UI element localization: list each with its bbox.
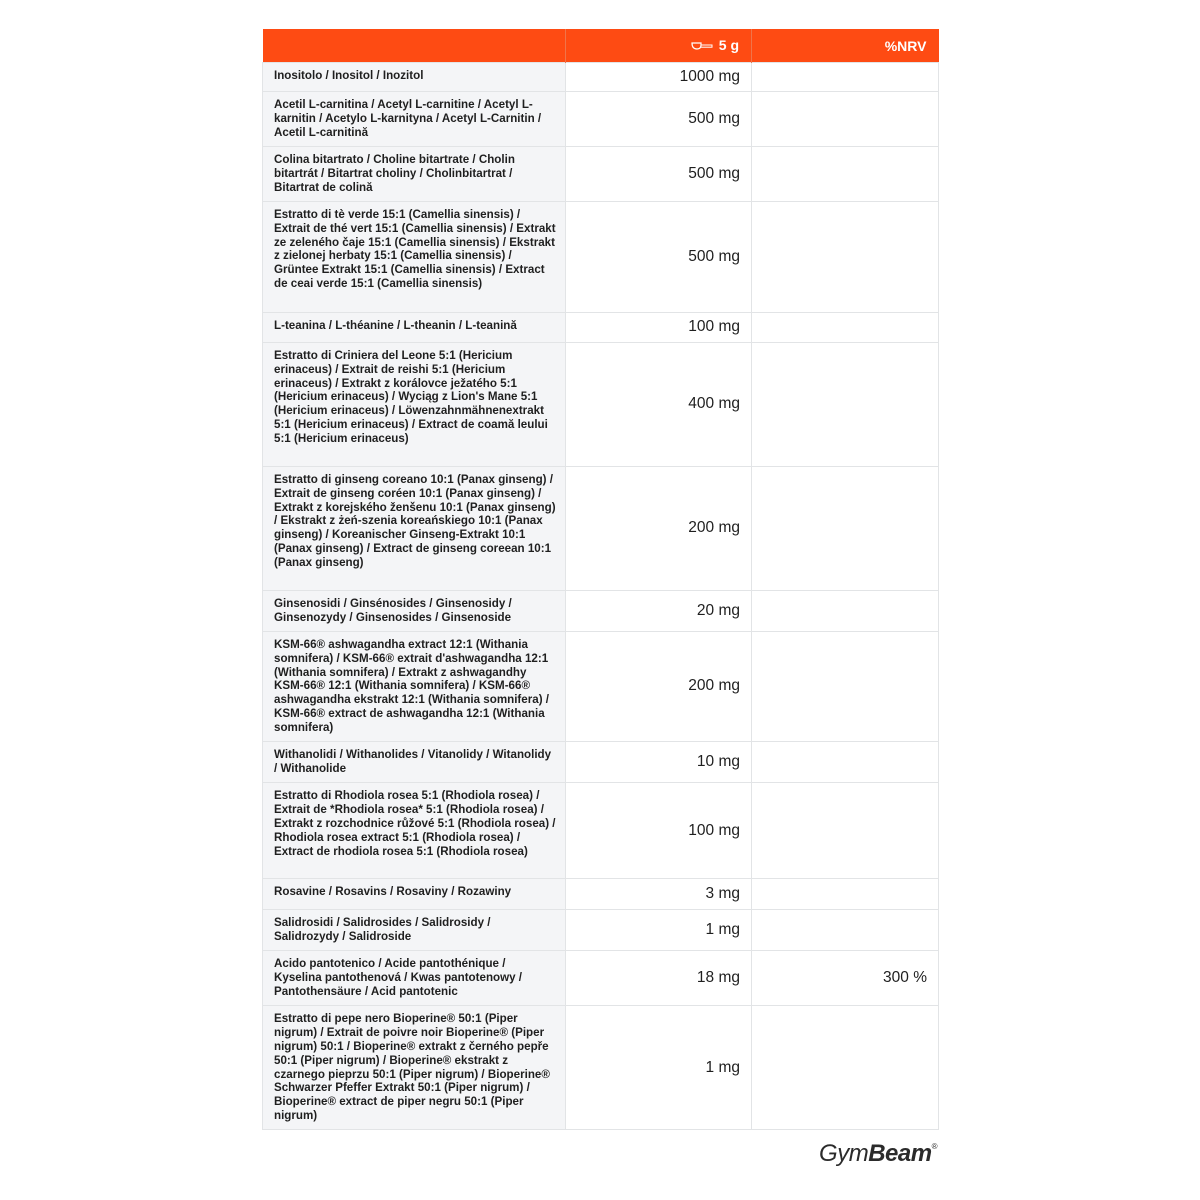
ingredient-cell: KSM-66® ashwagandha extract 12:1 (Withania somnifera) / KSM-66® extrait d'ashwagandha 12:1 (Withania somnifera) / Extrakt z ashwagandhy KSM-66® 12:1 (Withania somnifera) / KSM-66® ashwagandha ekstrakt 12:1 (Withania somnifera) / KSM-66® extract de ashwagandha 12:1 (Withania somnifera): [263, 631, 566, 741]
header-ingredient-cell: [263, 29, 566, 63]
amount-cell: 500 mg: [566, 201, 752, 312]
amount-cell: 20 mg: [566, 590, 752, 631]
nrv-cell: [752, 466, 939, 590]
nrv-cell: [752, 63, 939, 92]
ingredient-cell: Rosavine / Rosavins / Rosaviny / Rozawiny: [263, 879, 566, 910]
table-row: [263, 63, 939, 92]
ingredient-cell: Estratto di Rhodiola rosea 5:1 (Rhodiola rosea) / Extrait de *Rhodiola rosea* 5:1 (Rhodiola rosea) / Extrakt z rozchodnice růžové 5:1 (Rhodiola rosea) / Rhodiola rosea extract 5:1 (Rhodiola rosea) / Extract de rhodiola rosea 5:1 (Rhodiola rosea): [263, 783, 566, 879]
amount-cell: 400 mg: [566, 342, 752, 466]
table-row: [263, 910, 939, 951]
ingredient-cell: Estratto di tè verde 15:1 (Camellia sinensis) / Extrait de thé vert 15:1 (Camellia sinensis) / Extrakt ze zeleného čaje 15:1 (Camellia sinensis) / Ekstrakt z zielonej herbaty 15:1 (Camellia sinensis) / Grüntee Extrakt 15:1 (Camellia sinensis) / Extract de ceai verde 15:1 (Camellia sinensis): [263, 201, 566, 312]
table-row: [263, 92, 939, 147]
amount-cell: 200 mg: [566, 466, 752, 590]
header-serving-cell: [566, 29, 752, 63]
nrv-cell: [752, 201, 939, 312]
amount-cell: 500 mg: [566, 92, 752, 147]
table-row: [263, 590, 939, 631]
table-row: [263, 631, 939, 741]
nrv-cell: [752, 742, 939, 783]
nrv-cell: [752, 590, 939, 631]
nrv-cell: [752, 312, 939, 342]
ingredient-cell: Colina bitartrato / Choline bitartrate / Cholin bitartrát / Bitartrat choliny / Cholinbitartrat / Bitartrat de colină: [263, 147, 566, 202]
scoop-icon: [691, 38, 713, 54]
ingredient-cell: Ginsenosidi / Ginsénosides / Ginsenosidy / Ginsenozydy / Ginsenosides / Ginsenoside: [263, 590, 566, 631]
header-nrv-cell: [752, 29, 939, 63]
amount-cell: 3 mg: [566, 879, 752, 910]
ingredient-cell: Estratto di Criniera del Leone 5:1 (Hericium erinaceus) / Extrait de reishi 5:1 (Hericium erinaceus) / Extrakt z korálovce ježatého 5:1 (Hericium erinaceus) / Wyciąg z Lion's Mane 5:1 (Hericium erinaceus) / Löwenzahnmähnenextrakt 5:1 (Hericium erinaceus) / Extract de coamă leului 5:1 (Hericium erinaceus): [263, 342, 566, 466]
amount-cell: 18 mg: [566, 950, 752, 1005]
amount-cell: 200 mg: [566, 631, 752, 741]
ingredient-cell: L-teanina / L-théanine / L-theanin / L-teanină: [263, 312, 566, 342]
table-row: [263, 742, 939, 783]
ingredient-cell: Estratto di ginseng coreano 10:1 (Panax ginseng) / Extrait de ginseng coréen 10:1 (Panax ginseng) / Extrakt z korejského ženšenu 10:1 (Panax ginseng) / Ekstrakt z żeń-szenia koreańskiego 10:1 (Panax ginseng) / Koreanischer Ginseng-Extrakt 10:1 (Panax ginseng) / Extract de ginseng coreean 10:1 (Panax ginseng): [263, 466, 566, 590]
table-row: [263, 147, 939, 202]
amount-cell: 100 mg: [566, 783, 752, 879]
ingredient-cell: Estratto di pepe nero Bioperine® 50:1 (Piper nigrum) / Extrait de poivre noir Bioperine® (Piper nigrum) 50:1 / Bioperine® extrakt z černého pepře 50:1 (Piper nigrum) / Bioperine® ekstrakt z czarnego pieprzu 50:1 (Piper nigrum) / Bioperine® Schwarzer Pfeffer Extrakt 50:1 (Piper nigrum) / Bioperine® extract de piper negru 50:1 (Piper nigrum): [263, 1005, 566, 1129]
nrv-cell: [752, 342, 939, 466]
amount-cell: 1000 mg: [566, 63, 752, 92]
nrv-cell: [752, 147, 939, 202]
table-row: [263, 783, 939, 879]
table-row: [263, 879, 939, 910]
table-row: [263, 950, 939, 1005]
amount-cell: 500 mg: [566, 147, 752, 202]
ingredient-cell: Salidrosidi / Salidrosides / Salidrosidy / Salidrozydy / Salidroside: [263, 910, 566, 951]
nrv-cell: 300 %: [752, 950, 939, 1005]
table-row: [263, 1005, 939, 1129]
nrv-cell: [752, 1005, 939, 1129]
gymbeam-logo: GymBeam®: [819, 1140, 937, 1167]
ingredient-cell: Acetil L-carnitina / Acetyl L-carnitine / Acetyl L-karnitin / Acetylo L-karnityna / Acetyl L-Carnitin / Acetil L-carnitină: [263, 92, 566, 147]
nrv-cell: [752, 879, 939, 910]
serving-size-label: 5 g: [718, 36, 739, 53]
table-header: [263, 29, 939, 63]
table-row: [263, 201, 939, 312]
nrv-cell: [752, 783, 939, 879]
ingredient-cell: Acido pantotenico / Acide pantothénique / Kyselina pantothenová / Kwas pantotenowy / Pantothensäure / Acid pantotenic: [263, 950, 566, 1005]
nrv-cell: [752, 92, 939, 147]
amount-cell: 100 mg: [566, 312, 752, 342]
nrv-label: %NRV: [884, 37, 927, 54]
nutrition-table: [262, 29, 939, 1130]
nrv-cell: [752, 910, 939, 951]
ingredient-cell: Withanolidi / Withanolides / Vitanolidy / Witanolidy / Withanolide: [263, 742, 566, 783]
table-row: [263, 312, 939, 342]
nrv-cell: [752, 631, 939, 741]
table-body: [263, 63, 939, 1130]
table-row: [263, 466, 939, 590]
amount-cell: 10 mg: [566, 742, 752, 783]
ingredient-cell: Inositolo / Inositol / Inozitol: [263, 63, 566, 92]
amount-cell: 1 mg: [566, 910, 752, 951]
amount-cell: 1 mg: [566, 1005, 752, 1129]
table-row: [263, 342, 939, 466]
